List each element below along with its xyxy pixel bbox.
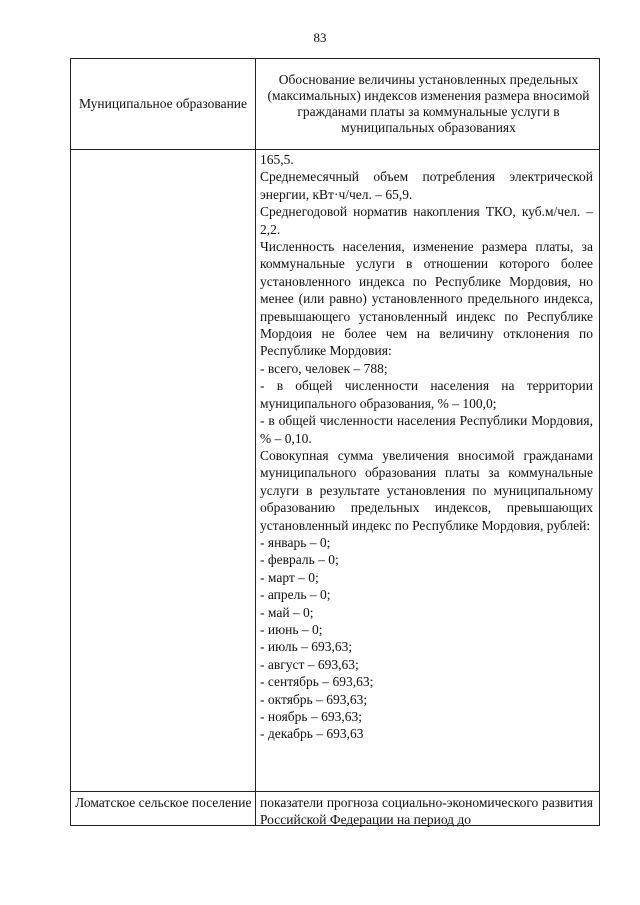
cell-paragraph: - в общей численности населения Республики Мордовия, % – 0,10. <box>260 413 593 446</box>
month-item: - май – 0; <box>260 604 314 620</box>
cell-paragraph: Совокупная сумма увеличения вносимой гражданами муниципального образования платы за коммунальные услуги в результате установления по муниципальному образованию предельных индексов, превышающих установленный индекс по Республике Мордовия, рублей: <box>260 447 593 533</box>
month-item: - март – 0; <box>260 569 319 585</box>
month-item: - июль – 693,63; <box>260 639 353 655</box>
month-item: - февраль – 0; <box>260 552 339 568</box>
month-item: - сентябрь – 693,63; <box>260 674 374 690</box>
month-item: - октябрь – 693,63; <box>260 691 368 707</box>
cell-paragraph: Численность населения, изменение размера платы, за коммунальные услуги в отношении которого более установленного индекса по Республике Мордовия, но менее (или равно) установленного предельного индекса, превышающего установленный индекс по Республике Мордоия не более чем на величину отклонения по Республике Мордовия: <box>260 239 593 359</box>
month-item: - декабрь – 693,63 <box>260 726 364 742</box>
justification-text: показатели прогноза социально-экономического развития Российской Федерации на период до <box>260 795 593 827</box>
row-divider <box>71 791 599 792</box>
month-item: - апрель – 0; <box>260 587 331 603</box>
continuation-cell <box>260 151 593 743</box>
cell-paragraph: Среднемесячный объем потребления электрической энергии, кВт·ч/чел. – 65,9. <box>260 169 593 202</box>
justification-table <box>70 58 600 826</box>
month-item: - ноябрь – 693,63; <box>260 709 362 724</box>
cell-paragraph: Среднегодовой норматив накопления ТКО, куб.м/чел. – 2,2. <box>260 204 593 237</box>
cell-paragraph: - всего, человек – 788; <box>260 360 388 376</box>
month-item: - август – 693,63; <box>260 656 359 672</box>
page-number: 83 <box>313 30 327 45</box>
header-justification: Обоснование величины установленных предельных (максимальных) индексов изменения размера вносимой гражданами платы за коммунальные услуги в муниципальных образованиях <box>267 72 590 135</box>
month-item: - июнь – 0; <box>260 621 323 637</box>
month-item: - январь – 0; <box>260 534 331 550</box>
header-row-divider <box>71 149 599 150</box>
cell-paragraph: 165,5. <box>260 152 294 167</box>
column-divider <box>255 59 256 825</box>
monthly-amounts-list <box>260 534 593 743</box>
header-municipality: Муниципальное образование <box>78 96 248 111</box>
municipality-name: Ломатское сельское поселение <box>75 795 252 810</box>
cell-paragraph: - в общей численности населения на территории муниципального образования, % – 100,0; <box>260 378 593 411</box>
